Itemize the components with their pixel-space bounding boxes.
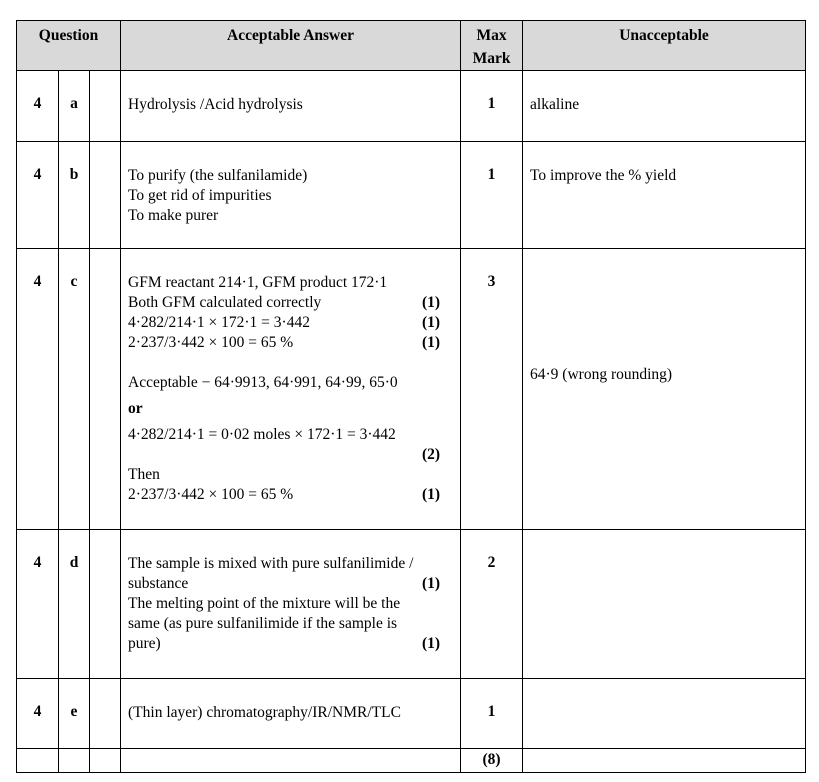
unacceptable-answer-empty (523, 679, 806, 749)
blank-cell (90, 530, 121, 679)
acceptable-answer (121, 249, 461, 530)
answer-line: To get rid of impurities (128, 187, 272, 204)
blank-cell (90, 749, 121, 773)
answer-line: The melting point of the mixture will be the (128, 595, 401, 612)
answer-line: 4·282/214·1 = 0·02 moles × 172·1 = 3·442 (128, 426, 396, 443)
blank-cell (523, 749, 806, 773)
acceptable-answer: Hydrolysis /Acid hydrolysis (121, 71, 461, 142)
blank-cell (17, 749, 59, 773)
answer-line: To make purer (128, 207, 219, 224)
header-unacceptable: Unacceptable (523, 21, 806, 71)
question-number: 4 (17, 142, 59, 249)
max-mark: 3 (461, 249, 523, 530)
header-max-mark-line1: Max (476, 27, 507, 44)
blank-cell (90, 679, 121, 749)
header-question: Question (17, 21, 121, 71)
answer-line: The sample is mixed with pure sulfanilimide / (128, 555, 414, 572)
question-letter: b (59, 142, 90, 249)
row-4c (17, 249, 806, 530)
answer-text: pure) (128, 635, 161, 652)
header-max-mark (461, 21, 523, 71)
question-letter: e (59, 679, 90, 749)
answer-line-with-mark (128, 485, 454, 505)
acceptable-answer (121, 530, 461, 679)
answer-text: 2·237/3·442 × 100 = 65 % (128, 486, 294, 503)
question-number: 4 (17, 71, 59, 142)
answer-line: GFM reactant 214·1, GFM product 172·1 (128, 274, 388, 291)
unacceptable-answer: 64·9 (wrong rounding) (523, 249, 806, 530)
mark-allocation: (1) (421, 294, 441, 311)
blank-cell (121, 749, 461, 773)
max-mark: 2 (461, 530, 523, 679)
acceptable-answer: (Thin layer) chromatography/IR/NMR/TLC (121, 679, 461, 749)
answer-line: To purify (the sulfanilamide) (128, 167, 308, 184)
header-row (17, 21, 806, 71)
header-acceptable-answer: Acceptable Answer (121, 21, 461, 71)
mark-allocation: (1) (421, 635, 441, 652)
question-number: 4 (17, 249, 59, 530)
answer-line-with-mark (128, 313, 454, 333)
acceptable-answer (121, 142, 461, 249)
or-separator: or (128, 400, 143, 417)
blank-cell (59, 749, 90, 773)
answer-line-with-mark (128, 293, 454, 313)
answer-line: Then (128, 466, 160, 483)
mark-allocation: (2) (421, 446, 441, 463)
max-mark: 1 (461, 142, 523, 249)
row-4d (17, 530, 806, 679)
total-row (17, 749, 806, 773)
unacceptable-answer: To improve the % yield (523, 142, 806, 249)
question-number: 4 (17, 679, 59, 749)
row-4b (17, 142, 806, 249)
question-number: 4 (17, 530, 59, 679)
total-marks: (8) (461, 749, 523, 773)
unacceptable-answer-empty (523, 530, 806, 679)
max-mark: 1 (461, 71, 523, 142)
blank-cell (90, 249, 121, 530)
marking-scheme-table (16, 20, 806, 773)
mark-allocation: (1) (421, 486, 441, 503)
answer-line-with-mark (128, 634, 454, 654)
question-letter: a (59, 71, 90, 142)
mark-allocation: (1) (421, 314, 441, 331)
answer-text: Both GFM calculated correctly (128, 294, 322, 311)
question-letter: c (59, 249, 90, 530)
answer-line-with-mark (128, 333, 454, 353)
row-4a (17, 71, 806, 142)
answer-line: same (as pure sulfanilimide if the sample is (128, 615, 398, 632)
answer-text: 4·282/214·1 × 172·1 = 3·442 (128, 314, 310, 331)
answer-line: Acceptable − 64·9913, 64·991, 64·99, 65·0 (128, 374, 398, 391)
answer-text: substance (128, 575, 189, 592)
header-max-mark-line2: Mark (472, 50, 511, 67)
mark-allocation: (1) (421, 334, 441, 351)
row-4e (17, 679, 806, 749)
mark-allocation: (1) (421, 575, 441, 592)
answer-text: 2·237/3·442 × 100 = 65 % (128, 334, 294, 351)
blank-cell (90, 71, 121, 142)
answer-line-with-mark (128, 574, 454, 594)
question-letter: d (59, 530, 90, 679)
max-mark: 1 (461, 679, 523, 749)
unacceptable-answer: alkaline (523, 71, 806, 142)
blank-cell (90, 142, 121, 249)
